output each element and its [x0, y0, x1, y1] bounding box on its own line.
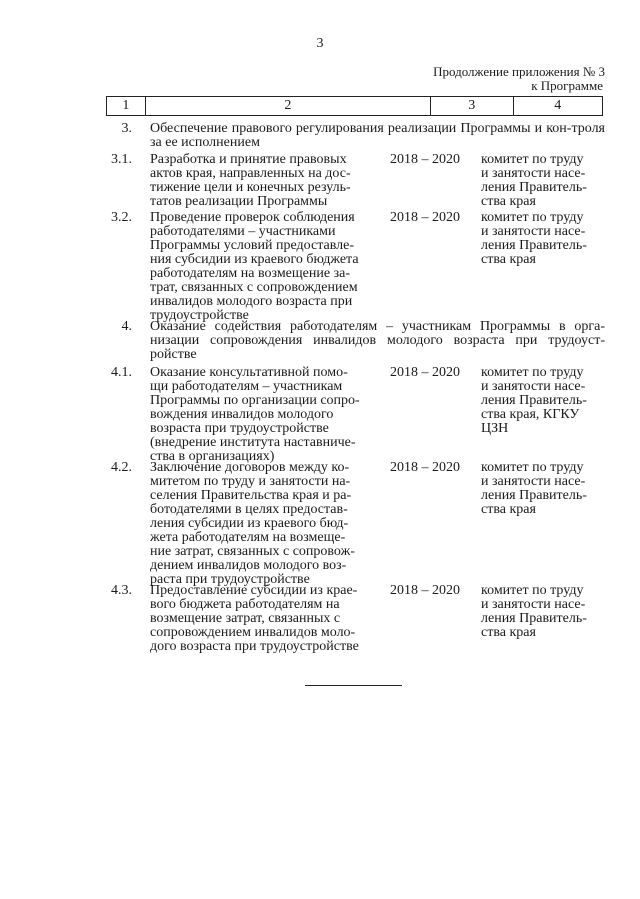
row-number: 4.2. [111, 460, 132, 475]
appendix-line-1: Продолжение приложения № 3 [433, 64, 605, 79]
executor-line: ства края [481, 625, 536, 640]
description-line: Программы условий предоставле- [150, 238, 354, 253]
description-line: работодателям на возмещение за- [150, 266, 350, 281]
description-line: дением инвалидов молодого воз- [150, 558, 347, 573]
executor-line: и занятости насе- [481, 474, 586, 489]
row-executor [481, 584, 601, 640]
executor-line: и занятости насе- [481, 379, 586, 394]
description-line: дого возраста при трудоустройстве [150, 639, 359, 654]
description-line: ние затрат, связанных с сопровож- [150, 544, 355, 559]
row-description [150, 461, 380, 587]
description-line: ства в организациях) [150, 449, 275, 464]
executor-line: и занятости насе- [481, 166, 586, 181]
executor-line: ления Правитель- [481, 180, 587, 195]
row-number: 4. [121, 319, 132, 334]
row-number: 3. [121, 121, 132, 136]
executor-line: ЦЗН [481, 421, 509, 436]
header-col-4: 4 [554, 98, 562, 113]
row-executor [481, 461, 601, 517]
description-line: сопровождением инвалидов моло- [150, 625, 356, 640]
appendix-note [433, 65, 605, 93]
page-number: 3 [316, 36, 324, 51]
description-line: актов края, направленных на дос- [150, 166, 351, 181]
description-line: татов реализации Программы [150, 194, 328, 209]
executor-line: ления Правитель- [481, 611, 587, 626]
description-line: Предоставление субсидии из крае- [150, 583, 358, 598]
description-line: возмещение затрат, связанных с [150, 611, 341, 626]
description-line: Оказание консультативной помо- [150, 365, 348, 380]
description-line: возраста при трудоустройстве [150, 421, 329, 436]
section-title: Обеспечение правового регулирования реализации Программы и кон-троля за ее исполнением [150, 121, 605, 150]
header-col-2: 2 [146, 97, 431, 115]
row-description [150, 153, 380, 209]
row-executor [481, 153, 601, 209]
executor-line: ства края [481, 252, 536, 267]
row-description [150, 211, 380, 323]
description-line: вого бюджета работодателям на [150, 597, 340, 612]
executor-line: комитет по труду [481, 460, 584, 475]
executor-line: комитет по труду [481, 152, 584, 167]
header-col-1: 1 [107, 97, 146, 115]
row-period: 2018 – 2020 [390, 583, 460, 598]
description-line: инвалидов молодого возраста при [150, 294, 353, 309]
row-period: 2018 – 2020 [390, 210, 460, 225]
row-number: 3.2. [111, 210, 132, 225]
description-line: Программы по организации сопро- [150, 393, 360, 408]
description-line: Проведение проверок соблюдения [150, 210, 355, 225]
description-line: митетом по труду и занятости на- [150, 474, 351, 489]
description-line: ления субсидии из краевого бюд- [150, 516, 349, 531]
executor-line: ства края [481, 194, 536, 209]
row-executor [481, 211, 601, 267]
description-line: трудоустройстве [150, 308, 249, 323]
section-title: Оказание содействия работодателям – участникам Программы в орга-низации сопровождения инвалидов молодого возраста при трудоуст-ройстве [150, 319, 605, 362]
description-line: тижение цели и конечных резуль- [150, 180, 351, 195]
description-line: селения Правительства края и ра- [150, 488, 352, 503]
description-line: работодателями – участниками [150, 224, 336, 239]
executor-line: ления Правитель- [481, 393, 587, 408]
executor-line: ства края [481, 502, 536, 517]
footer-divider [305, 685, 402, 686]
executor-line: ления Правитель- [481, 488, 587, 503]
row-number: 4.3. [111, 583, 132, 598]
description-line: раста при трудоустройстве [150, 572, 310, 587]
executor-line: ления Правитель- [481, 238, 587, 253]
row-description [150, 584, 380, 654]
executor-line: и занятости насе- [481, 224, 586, 239]
row-number: 4.1. [111, 365, 132, 380]
row-period: 2018 – 2020 [390, 460, 460, 475]
row-period: 2018 – 2020 [390, 365, 460, 380]
description-line: ботодателями в целях предостав- [150, 502, 348, 517]
executor-line: и занятости насе- [481, 597, 586, 612]
header-col-3: 3 [431, 97, 514, 115]
row-period: 2018 – 2020 [390, 152, 460, 167]
description-line: щи работодателям – участникам [150, 379, 343, 394]
executor-line: ства края, КГКУ [481, 407, 580, 422]
description-line: ния субсидии из краевого бюджета [150, 252, 359, 267]
executor-line: комитет по труду [481, 365, 584, 380]
description-line: (внедрение института наставниче- [150, 435, 356, 450]
executor-line: комитет по труду [481, 210, 584, 225]
row-number: 3.1. [111, 152, 132, 167]
description-line: Заключение договоров между ко- [150, 460, 350, 475]
table-header [106, 96, 603, 116]
row-description [150, 366, 380, 464]
appendix-line-2: к Программе [531, 78, 603, 93]
executor-line: комитет по труду [481, 583, 584, 598]
row-executor [481, 366, 601, 436]
description-line: жета работодателям на возмеще- [150, 530, 346, 545]
description-line: Разработка и принятие правовых [150, 152, 347, 167]
description-line: вождения инвалидов молодого [150, 407, 334, 422]
description-line: трат, связанных с сопровождением [150, 280, 358, 295]
